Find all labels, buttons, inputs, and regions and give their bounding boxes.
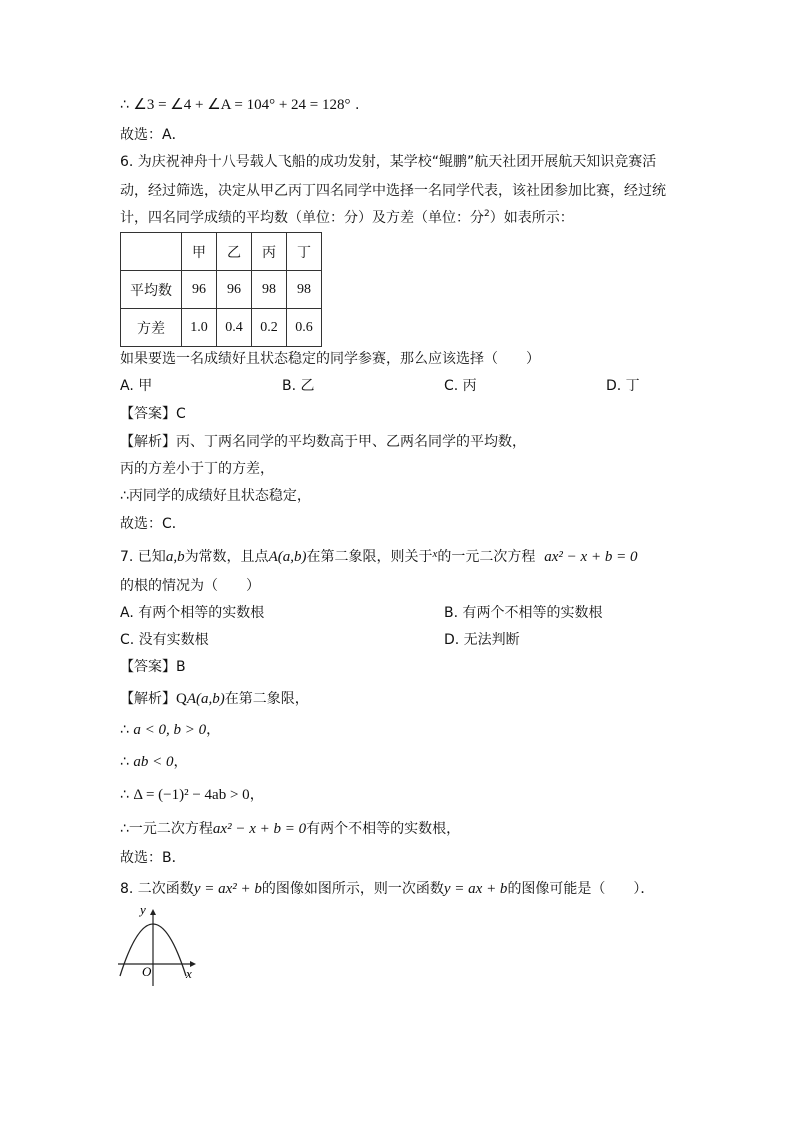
q7-option-c: C. 没有实数根: [120, 632, 209, 648]
table-cell: 1.0: [182, 309, 217, 347]
row-label: 方差: [121, 309, 182, 347]
q7-choose: 故选：B．: [120, 850, 186, 866]
q7-step-2: [120, 753, 188, 771]
superscript: 2: [484, 209, 490, 219]
q7-option-d: D. 无法判断: [444, 632, 520, 648]
q7-step-text: 一元二次方程: [128, 821, 213, 837]
q8-stem-text: 的图像可能是（ ）．: [507, 881, 655, 897]
q7-stem-line2: 的根的情况为（ ）: [120, 578, 260, 594]
q6-option-c: C. 丙: [444, 378, 477, 394]
parabola-figure: [112, 900, 202, 990]
table-header-cell: 丁: [287, 233, 322, 271]
q8-stem-text: 的图像如图所示，则一次函数: [261, 881, 444, 897]
q7-step-1: [120, 721, 220, 739]
q6-stem-line1: 6. 为庆祝神舟十八号载人飞船的成功发射，某学校“鲲鹏”航天社团开展航天知识竞赛活: [120, 154, 657, 170]
q7-step-3: [120, 786, 264, 804]
q6-option-a: A. 甲: [120, 378, 153, 394]
comma: ，: [249, 787, 264, 803]
table-row: [121, 309, 322, 347]
analysis-label: 【解析】: [120, 691, 176, 707]
q7-answer: 【答案】B: [120, 659, 186, 675]
table-header-cell: 甲: [182, 233, 217, 271]
therefore-symbol: ∴: [120, 754, 129, 770]
period: .: [354, 97, 360, 113]
q7-stem-line1: [120, 545, 637, 566]
scores-table: [120, 232, 322, 347]
q7-step-text: 有两个不相等的实数根，: [306, 821, 461, 837]
q7-stem-text: 7. 已知: [120, 549, 166, 565]
table-cell: 0.2: [252, 309, 287, 347]
table-header-cell: [121, 233, 182, 271]
origin-label: O: [142, 964, 152, 979]
table-cell: 98: [287, 271, 322, 309]
comma: ，: [173, 754, 188, 770]
q8-linear: y = ax + b: [443, 881, 508, 897]
q6-question: 如果要选一名成绩好且状态稳定的同学参赛，那么应该选择（ ）: [120, 351, 540, 367]
q7-option-b: B. 有两个不相等的实数根: [444, 605, 603, 621]
table-cell: 98: [252, 271, 287, 309]
q6-analysis-1: 【解析】丙、丁两名同学的平均数高于甲、乙两名同学的平均数，: [120, 434, 526, 450]
q8-stem: [120, 880, 654, 898]
y-axis-arrow: [150, 909, 156, 915]
q7-analysis-head: [120, 690, 309, 708]
q6-analysis-3: ∴丙同学的成绩好且状态稳定，: [120, 488, 311, 504]
q8-stem-text: 8. 二次函数: [120, 881, 194, 897]
table-header-cell: 丙: [252, 233, 287, 271]
q6-stem-line3: [120, 209, 574, 227]
table-row: [121, 271, 322, 309]
because-symbol: Q: [176, 691, 187, 707]
q6-option-d: D. 丁: [606, 378, 640, 394]
table-cell: 96: [182, 271, 217, 309]
x-axis-label: x: [186, 966, 192, 981]
therefore-symbol: ∴: [120, 722, 129, 738]
therefore-symbol: ∴: [120, 97, 129, 113]
q7-inequality: a < 0, b > 0: [133, 722, 207, 738]
q7-equation: ax² − x + b = 0: [544, 549, 638, 565]
y-axis-label: y: [140, 902, 146, 917]
table-cell: 0.4: [217, 309, 252, 347]
q7-discriminant: Δ = (−1)² − 4ab > 0: [133, 787, 250, 803]
q7-option-a: A. 有两个相等的实数根: [120, 605, 265, 621]
q6-analysis-2: 丙的方差小于丁的方差，: [120, 461, 274, 477]
table-cell: 96: [217, 271, 252, 309]
q6-option-b: B. 乙: [282, 378, 315, 394]
q7-stem-text: 的一元二次方程: [437, 549, 536, 565]
angle-equation: ∠3 = ∠4 + ∠A = 104° + 24 = 128°: [133, 97, 351, 113]
q7-point: A(a,b): [186, 691, 225, 707]
q6-stem-line2: 动，经过筛选，决定从甲乙丙丁四名同学中选择一名同学代表，该社团参加比赛，经过统: [120, 183, 666, 199]
comma: ，: [206, 722, 221, 738]
q7-equation: ax² − x + b = 0: [212, 821, 307, 837]
therefore-symbol: ∴: [120, 787, 129, 803]
table-header-row: [121, 233, 322, 271]
q7-step-4: [120, 820, 460, 838]
q5-choose: 故选：A．: [120, 127, 186, 143]
q6-answer: 【答案】C: [120, 406, 186, 422]
q6-stem-line3-text: 计，四名同学成绩的平均数（单位：分）及方差（单位：分: [120, 210, 484, 226]
q7-ab: a,b: [165, 549, 185, 565]
q6-stem-line3-end: ）如表所示：: [489, 210, 574, 226]
q7-point: A(a,b): [268, 549, 307, 565]
row-label: 平均数: [121, 271, 182, 309]
q7-stem-text: 为常数，且点: [184, 549, 269, 565]
q6-choose: 故选：C．: [120, 516, 186, 532]
table-cell: 0.6: [287, 309, 322, 347]
q7-inequality: ab < 0: [133, 754, 174, 770]
q7-stem-text: 在第二象限，则关于: [306, 549, 433, 565]
table-header-cell: 乙: [217, 233, 252, 271]
q5-conclusion-line: [120, 96, 359, 114]
therefore-symbol: ∴: [120, 821, 129, 837]
q8-quadratic: y = ax² + b: [193, 881, 262, 897]
q7-analysis-text: 在第二象限，: [224, 691, 309, 707]
q7-x: x: [432, 548, 438, 560]
